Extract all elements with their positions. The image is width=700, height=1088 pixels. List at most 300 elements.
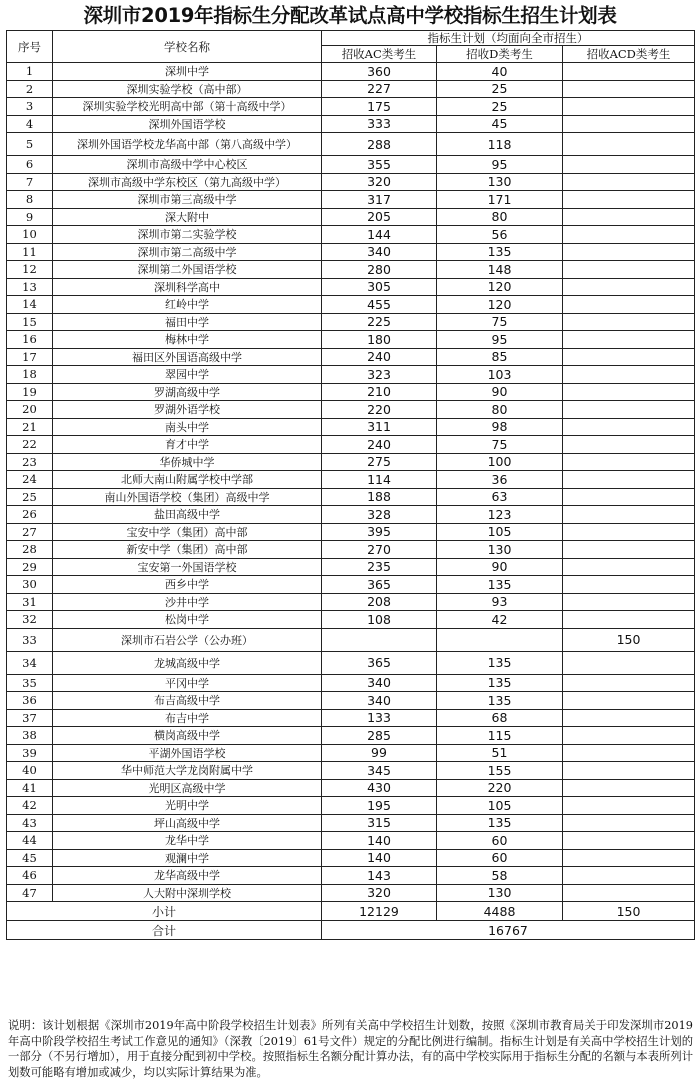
table-row xyxy=(7,471,695,489)
school-name: 深圳实验学校（高中部） xyxy=(53,80,322,98)
school-name: 深圳市石岩公学（公办班） xyxy=(53,628,322,651)
d-count: 51 xyxy=(437,744,563,762)
table-row xyxy=(7,348,695,366)
row-number: 32 xyxy=(7,611,53,629)
acd-count xyxy=(563,226,695,244)
row-number: 6 xyxy=(7,156,53,174)
acd-count xyxy=(563,832,695,850)
d-count: 135 xyxy=(437,692,563,710)
table-row xyxy=(7,156,695,174)
d-count: 120 xyxy=(437,278,563,296)
ac-count: 275 xyxy=(322,453,437,471)
acd-count xyxy=(563,523,695,541)
ac-count xyxy=(322,628,437,651)
d-count: 75 xyxy=(437,313,563,331)
d-count: 75 xyxy=(437,436,563,454)
table-row xyxy=(7,98,695,116)
school-name: 宝安中学（集团）高中部 xyxy=(53,523,322,541)
d-count: 135 xyxy=(437,814,563,832)
table-row xyxy=(7,867,695,885)
row-number: 30 xyxy=(7,576,53,594)
subtotal-row xyxy=(7,902,695,921)
row-number: 19 xyxy=(7,383,53,401)
school-name: 西乡中学 xyxy=(53,576,322,594)
ac-count: 340 xyxy=(322,674,437,692)
acd-count xyxy=(563,884,695,902)
school-name: 北师大南山附属学校中学部 xyxy=(53,471,322,489)
header-name: 学校名称 xyxy=(53,31,322,63)
school-name: 深圳外国语学校龙华高中部（第八高级中学） xyxy=(53,133,322,156)
school-name: 深圳市第二实验学校 xyxy=(53,226,322,244)
table-row xyxy=(7,133,695,156)
table-row xyxy=(7,243,695,261)
ac-count: 395 xyxy=(322,523,437,541)
row-number: 22 xyxy=(7,436,53,454)
explanatory-note: 说明：该计划根据《深圳市2019年高中阶段学校招生计划表》所列有关高中学校招生计划数，按照《深圳市教育局关于印发深圳市2019年高中阶段学校招生考试工作意见的通知》（深教〔2019〕61号文件）规定的分配比例进行编制。指标生计划是有关高中学校招生计划的一部分（不另行增加），用于直接分配到初中学校。按照指标生名额分配计算办法，有的高中学校实际用于指标生分配的名额与本表所列计划数可能略有增加或减少，均以实际计算结果为准。 xyxy=(8,1019,693,1079)
plan-table xyxy=(6,30,695,940)
acd-count xyxy=(563,191,695,209)
acd-count xyxy=(563,506,695,524)
ac-count: 140 xyxy=(322,849,437,867)
d-count: 36 xyxy=(437,471,563,489)
d-count: 95 xyxy=(437,331,563,349)
ac-count: 227 xyxy=(322,80,437,98)
d-count: 130 xyxy=(437,884,563,902)
ac-count: 144 xyxy=(322,226,437,244)
school-name: 新安中学（集团）高中部 xyxy=(53,541,322,559)
row-number: 13 xyxy=(7,278,53,296)
school-name: 人大附中深圳学校 xyxy=(53,884,322,902)
d-count: 25 xyxy=(437,98,563,116)
row-number: 38 xyxy=(7,727,53,745)
d-count: 58 xyxy=(437,867,563,885)
acd-count xyxy=(563,243,695,261)
ac-count: 320 xyxy=(322,884,437,902)
acd-count xyxy=(563,611,695,629)
d-count: 95 xyxy=(437,156,563,174)
acd-count xyxy=(563,80,695,98)
table-row xyxy=(7,296,695,314)
ac-count: 365 xyxy=(322,651,437,674)
acd-count xyxy=(563,63,695,81)
d-count: 90 xyxy=(437,558,563,576)
acd-count xyxy=(563,744,695,762)
ac-count: 340 xyxy=(322,243,437,261)
school-name: 龙华高级中学 xyxy=(53,867,322,885)
school-name: 光明中学 xyxy=(53,797,322,815)
header-ac: 招收AC类考生 xyxy=(322,46,437,63)
table-row xyxy=(7,331,695,349)
row-number: 15 xyxy=(7,313,53,331)
acd-count xyxy=(563,278,695,296)
d-count: 135 xyxy=(437,674,563,692)
school-name: 深圳市第二高级中学 xyxy=(53,243,322,261)
row-number: 42 xyxy=(7,797,53,815)
school-name: 南头中学 xyxy=(53,418,322,436)
acd-count xyxy=(563,674,695,692)
row-number: 46 xyxy=(7,867,53,885)
school-name: 深圳第二外国语学校 xyxy=(53,261,322,279)
table-row xyxy=(7,762,695,780)
table-row xyxy=(7,832,695,850)
ac-count: 270 xyxy=(322,541,437,559)
table-row xyxy=(7,651,695,674)
d-count: 40 xyxy=(437,63,563,81)
row-number: 11 xyxy=(7,243,53,261)
ac-count: 323 xyxy=(322,366,437,384)
d-count: 155 xyxy=(437,762,563,780)
d-count: 118 xyxy=(437,133,563,156)
acd-count xyxy=(563,797,695,815)
ac-count: 288 xyxy=(322,133,437,156)
acd-count xyxy=(563,418,695,436)
d-count: 25 xyxy=(437,80,563,98)
d-count: 171 xyxy=(437,191,563,209)
row-number: 2 xyxy=(7,80,53,98)
row-number: 33 xyxy=(7,628,53,651)
acd-count xyxy=(563,541,695,559)
table-row xyxy=(7,226,695,244)
ac-count: 208 xyxy=(322,593,437,611)
table-row xyxy=(7,727,695,745)
acd-count xyxy=(563,593,695,611)
acd-count xyxy=(563,727,695,745)
d-count: 60 xyxy=(437,832,563,850)
ac-count: 360 xyxy=(322,63,437,81)
ac-count: 455 xyxy=(322,296,437,314)
d-count: 135 xyxy=(437,576,563,594)
table-row xyxy=(7,366,695,384)
row-number: 17 xyxy=(7,348,53,366)
ac-count: 305 xyxy=(322,278,437,296)
d-count: 60 xyxy=(437,849,563,867)
school-name: 平冈中学 xyxy=(53,674,322,692)
row-number: 47 xyxy=(7,884,53,902)
ac-count: 140 xyxy=(322,832,437,850)
ac-count: 180 xyxy=(322,331,437,349)
row-number: 8 xyxy=(7,191,53,209)
table-row xyxy=(7,849,695,867)
school-name: 罗湖高级中学 xyxy=(53,383,322,401)
school-name: 华中师范大学龙岗附属中学 xyxy=(53,762,322,780)
table-row xyxy=(7,191,695,209)
row-number: 1 xyxy=(7,63,53,81)
table-row xyxy=(7,278,695,296)
ac-count: 345 xyxy=(322,762,437,780)
row-number: 35 xyxy=(7,674,53,692)
school-name: 深圳实验学校光明高中部（第十高级中学） xyxy=(53,98,322,116)
acd-count xyxy=(563,173,695,191)
d-count: 135 xyxy=(437,651,563,674)
school-name: 龙城高级中学 xyxy=(53,651,322,674)
acd-count xyxy=(563,313,695,331)
acd-count xyxy=(563,156,695,174)
school-name: 宝安第一外国语学校 xyxy=(53,558,322,576)
ac-count: 133 xyxy=(322,709,437,727)
school-name: 坪山高级中学 xyxy=(53,814,322,832)
ac-count: 205 xyxy=(322,208,437,226)
school-name: 平湖外国语学校 xyxy=(53,744,322,762)
header-d: 招收D类考生 xyxy=(437,46,563,63)
acd-count xyxy=(563,348,695,366)
school-name: 育才中学 xyxy=(53,436,322,454)
acd-count xyxy=(563,709,695,727)
d-count: 115 xyxy=(437,727,563,745)
row-number: 24 xyxy=(7,471,53,489)
acd-count xyxy=(563,867,695,885)
ac-count: 285 xyxy=(322,727,437,745)
ac-count: 311 xyxy=(322,418,437,436)
row-number: 37 xyxy=(7,709,53,727)
row-number: 9 xyxy=(7,208,53,226)
table-row xyxy=(7,401,695,419)
table-body xyxy=(7,63,695,902)
d-count: 80 xyxy=(437,401,563,419)
school-name: 横岗高级中学 xyxy=(53,727,322,745)
table-row xyxy=(7,884,695,902)
school-name: 松岗中学 xyxy=(53,611,322,629)
ac-count: 328 xyxy=(322,506,437,524)
table-row xyxy=(7,383,695,401)
ac-count: 317 xyxy=(322,191,437,209)
header-row xyxy=(7,31,695,46)
header-no: 序号 xyxy=(7,31,53,63)
acd-count xyxy=(563,208,695,226)
ac-count: 280 xyxy=(322,261,437,279)
subtotal-acd: 150 xyxy=(563,902,695,921)
d-count: 68 xyxy=(437,709,563,727)
row-number: 45 xyxy=(7,849,53,867)
row-number: 3 xyxy=(7,98,53,116)
school-name: 深大附中 xyxy=(53,208,322,226)
row-number: 44 xyxy=(7,832,53,850)
d-count: 80 xyxy=(437,208,563,226)
acd-count xyxy=(563,779,695,797)
subtotal-d: 4488 xyxy=(437,902,563,921)
d-count: 90 xyxy=(437,383,563,401)
acd-count xyxy=(563,453,695,471)
table-row xyxy=(7,814,695,832)
ac-count: 210 xyxy=(322,383,437,401)
table-row xyxy=(7,208,695,226)
row-number: 27 xyxy=(7,523,53,541)
ac-count: 365 xyxy=(322,576,437,594)
school-name: 深圳科学高中 xyxy=(53,278,322,296)
table-row xyxy=(7,436,695,454)
total-label: 合计 xyxy=(7,921,322,940)
d-count: 130 xyxy=(437,541,563,559)
acd-count xyxy=(563,814,695,832)
school-name: 深圳外国语学校 xyxy=(53,115,322,133)
school-name: 梅林中学 xyxy=(53,331,322,349)
acd-count xyxy=(563,651,695,674)
acd-count xyxy=(563,762,695,780)
d-count: 105 xyxy=(437,523,563,541)
school-name: 沙井中学 xyxy=(53,593,322,611)
school-name: 翠园中学 xyxy=(53,366,322,384)
school-name: 光明区高级中学 xyxy=(53,779,322,797)
table-row xyxy=(7,797,695,815)
table-row xyxy=(7,576,695,594)
school-name: 盐田高级中学 xyxy=(53,506,322,524)
school-name: 深圳市高级中学东校区（第九高级中学） xyxy=(53,173,322,191)
d-count: 42 xyxy=(437,611,563,629)
row-number: 41 xyxy=(7,779,53,797)
row-number: 31 xyxy=(7,593,53,611)
ac-count: 315 xyxy=(322,814,437,832)
row-number: 16 xyxy=(7,331,53,349)
table-row xyxy=(7,674,695,692)
row-number: 29 xyxy=(7,558,53,576)
acd-count xyxy=(563,558,695,576)
school-name: 观澜中学 xyxy=(53,849,322,867)
school-name: 深圳市第三高级中学 xyxy=(53,191,322,209)
school-name: 罗湖外语学校 xyxy=(53,401,322,419)
ac-count: 175 xyxy=(322,98,437,116)
d-count: 63 xyxy=(437,488,563,506)
table-row xyxy=(7,692,695,710)
d-count: 123 xyxy=(437,506,563,524)
acd-count xyxy=(563,576,695,594)
d-count: 105 xyxy=(437,797,563,815)
table-row xyxy=(7,709,695,727)
subtotal-label: 小计 xyxy=(7,902,322,921)
d-count: 135 xyxy=(437,243,563,261)
acd-count xyxy=(563,849,695,867)
page-title: 深圳市2019年指标生分配改革试点高中学校指标生招生计划表 xyxy=(83,4,617,27)
row-number: 4 xyxy=(7,115,53,133)
header-acd: 招收ACD类考生 xyxy=(563,46,695,63)
ac-count: 143 xyxy=(322,867,437,885)
table-row xyxy=(7,261,695,279)
ac-count: 188 xyxy=(322,488,437,506)
ac-count: 99 xyxy=(322,744,437,762)
table-row xyxy=(7,63,695,81)
d-count: 85 xyxy=(437,348,563,366)
row-number: 39 xyxy=(7,744,53,762)
d-count: 45 xyxy=(437,115,563,133)
ac-count: 195 xyxy=(322,797,437,815)
d-count: 100 xyxy=(437,453,563,471)
acd-count xyxy=(563,115,695,133)
school-name: 深圳中学 xyxy=(53,63,322,81)
acd-count xyxy=(563,383,695,401)
d-count: 56 xyxy=(437,226,563,244)
acd-count: 150 xyxy=(563,628,695,651)
acd-count xyxy=(563,436,695,454)
table-row xyxy=(7,593,695,611)
d-count: 120 xyxy=(437,296,563,314)
school-name: 龙华中学 xyxy=(53,832,322,850)
header-plan: 指标生计划（均面向全市招生） xyxy=(322,31,695,46)
row-number: 7 xyxy=(7,173,53,191)
d-count: 103 xyxy=(437,366,563,384)
d-count: 220 xyxy=(437,779,563,797)
ac-count: 430 xyxy=(322,779,437,797)
acd-count xyxy=(563,401,695,419)
d-count xyxy=(437,628,563,651)
d-count: 130 xyxy=(437,173,563,191)
table-row xyxy=(7,80,695,98)
row-number: 36 xyxy=(7,692,53,710)
row-number: 14 xyxy=(7,296,53,314)
acd-count xyxy=(563,261,695,279)
row-number: 10 xyxy=(7,226,53,244)
row-number: 28 xyxy=(7,541,53,559)
acd-count xyxy=(563,692,695,710)
ac-count: 355 xyxy=(322,156,437,174)
row-number: 18 xyxy=(7,366,53,384)
d-count: 98 xyxy=(437,418,563,436)
school-name: 福田中学 xyxy=(53,313,322,331)
ac-count: 108 xyxy=(322,611,437,629)
row-number: 40 xyxy=(7,762,53,780)
school-name: 南山外国语学校（集团）高级中学 xyxy=(53,488,322,506)
table-row xyxy=(7,611,695,629)
school-name: 红岭中学 xyxy=(53,296,322,314)
d-count: 93 xyxy=(437,593,563,611)
school-name: 布吉中学 xyxy=(53,709,322,727)
row-number: 23 xyxy=(7,453,53,471)
ac-count: 240 xyxy=(322,436,437,454)
acd-count xyxy=(563,366,695,384)
row-number: 5 xyxy=(7,133,53,156)
subtotal-ac: 12129 xyxy=(322,902,437,921)
d-count: 148 xyxy=(437,261,563,279)
table-row xyxy=(7,418,695,436)
school-name: 深圳市高级中学中心校区 xyxy=(53,156,322,174)
row-number: 21 xyxy=(7,418,53,436)
acd-count xyxy=(563,296,695,314)
ac-count: 220 xyxy=(322,401,437,419)
acd-count xyxy=(563,133,695,156)
total-row xyxy=(7,921,695,940)
ac-count: 225 xyxy=(322,313,437,331)
table-row xyxy=(7,541,695,559)
acd-count xyxy=(563,331,695,349)
table-row xyxy=(7,628,695,651)
table-row xyxy=(7,558,695,576)
table-row xyxy=(7,488,695,506)
table-row xyxy=(7,453,695,471)
acd-count xyxy=(563,488,695,506)
row-number: 12 xyxy=(7,261,53,279)
table-row xyxy=(7,506,695,524)
table-row xyxy=(7,173,695,191)
school-name: 华侨城中学 xyxy=(53,453,322,471)
table-row xyxy=(7,313,695,331)
ac-count: 235 xyxy=(322,558,437,576)
acd-count xyxy=(563,98,695,116)
ac-count: 114 xyxy=(322,471,437,489)
table-row xyxy=(7,523,695,541)
ac-count: 240 xyxy=(322,348,437,366)
row-number: 43 xyxy=(7,814,53,832)
school-name: 布吉高级中学 xyxy=(53,692,322,710)
total-value: 16767 xyxy=(322,921,695,940)
acd-count xyxy=(563,471,695,489)
table-row xyxy=(7,779,695,797)
table-row xyxy=(7,744,695,762)
row-number: 20 xyxy=(7,401,53,419)
ac-count: 320 xyxy=(322,173,437,191)
row-number: 26 xyxy=(7,506,53,524)
ac-count: 333 xyxy=(322,115,437,133)
school-name: 福田区外国语高级中学 xyxy=(53,348,322,366)
row-number: 34 xyxy=(7,651,53,674)
row-number: 25 xyxy=(7,488,53,506)
table-row xyxy=(7,115,695,133)
